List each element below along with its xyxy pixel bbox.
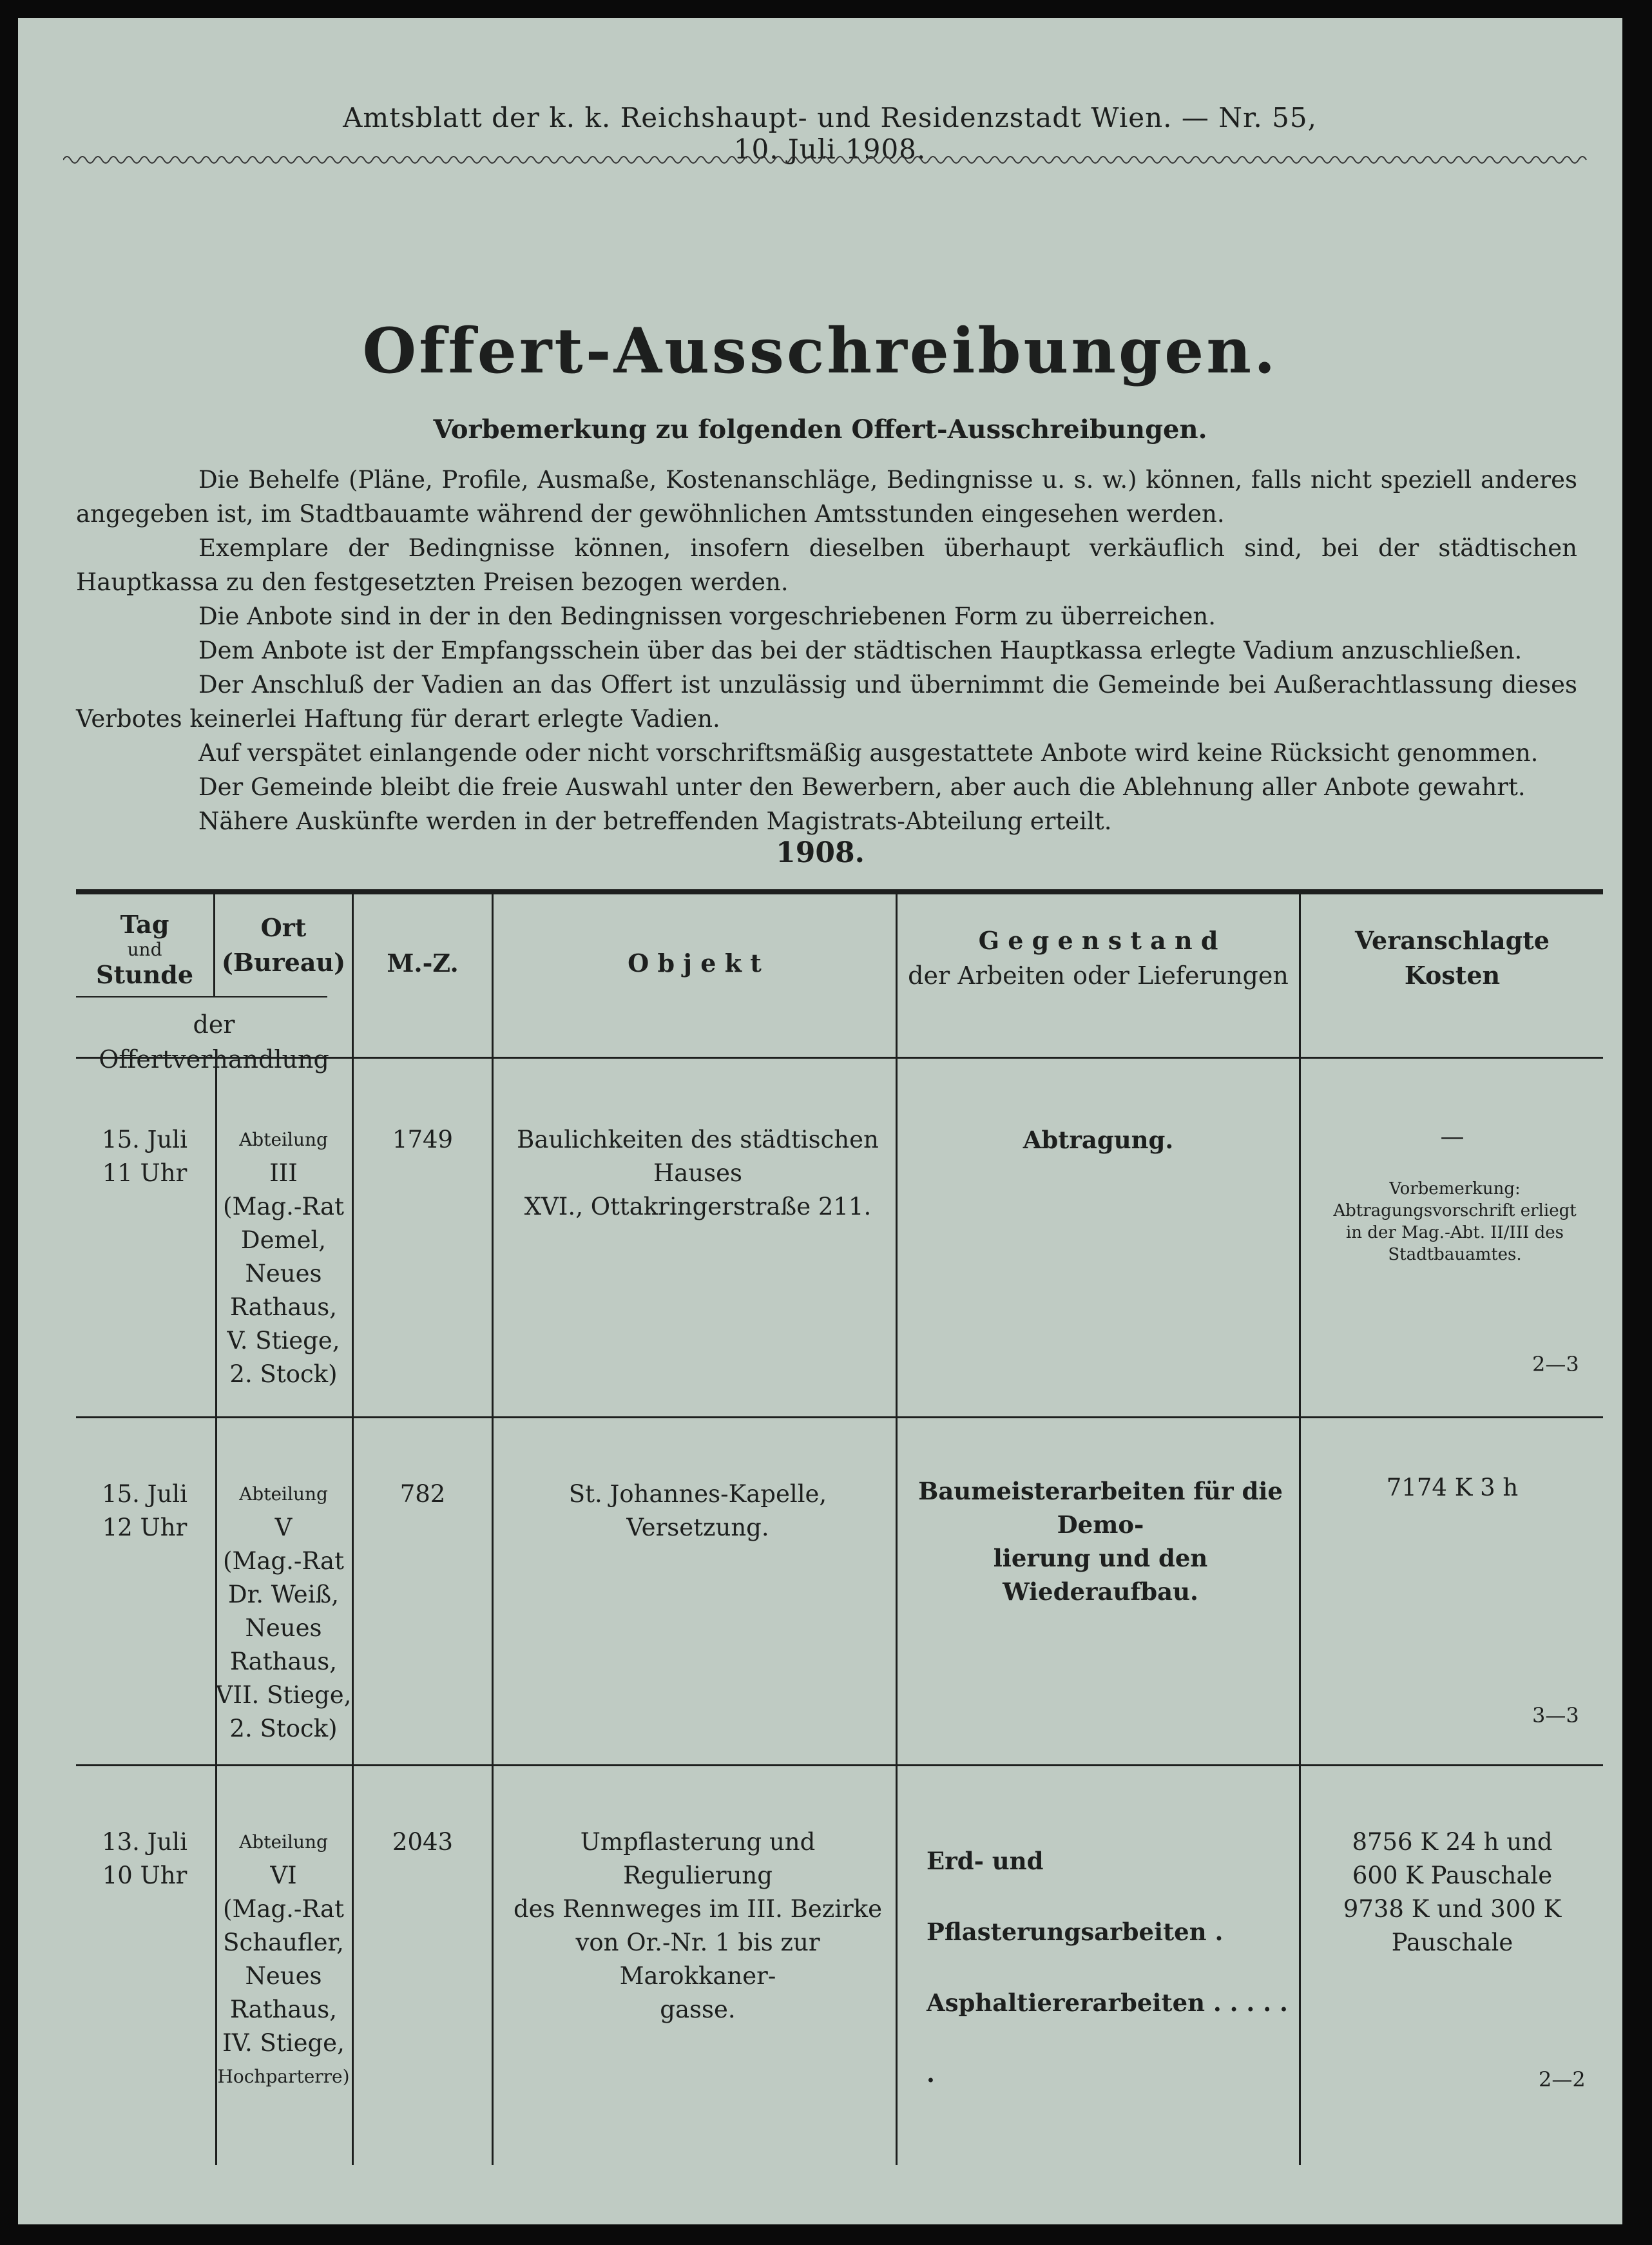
intro-paragraph: Der Anschluß der Vadien an das Offert ist unzulässig und übernimmt die Gemeinde bei Außerachtlassung dieses Verbotes keinerlei Haftung für derart erlegte Vadien. <box>76 671 1577 733</box>
row1-date-time <box>76 1123 213 1190</box>
row3-abteilung: Abteilung <box>239 1831 328 1853</box>
objekt-line: XVI., Ottakringerstraße 211. <box>524 1193 872 1220</box>
main-title: Offert-Ausschreibungen. <box>362 314 1278 387</box>
table-top-rule <box>76 889 1603 894</box>
intro-paragraph: Die Anbote sind in der in den Bedingnissen vorgeschriebenen Form zu überreichen. <box>198 602 1216 630</box>
intro-paragraph: Nähere Auskünfte werden in der betreffenden Magistrats-Abteilung erteilt. <box>198 807 1112 835</box>
kosten-line: 600 K Pauschale <box>1352 1862 1553 1889</box>
office-line: V <box>274 1514 293 1541</box>
row1-mz: 1749 <box>392 1126 454 1153</box>
header-gegenstand-sub: der Arbeiten oder Lieferungen <box>908 961 1289 990</box>
row2-gegenstand <box>907 1474 1294 1608</box>
office-line: Hochparterre) <box>217 2066 350 2087</box>
office-line: IV. Stiege, <box>222 2029 345 2057</box>
office-line: Dr. Weiß, <box>227 1581 340 1608</box>
column-divider <box>1299 894 1301 2165</box>
header-tag-label: Tag <box>120 910 169 939</box>
row2-kosten: 7174 K 3 h <box>1386 1474 1519 1501</box>
header-offertverhandlung: der Offertverhandlung <box>99 1010 329 1074</box>
row3-objekt <box>508 1826 888 2027</box>
intro-paragraph: Die Behelfe (Pläne, Profile, Ausmaße, Kostenanschläge, Bedingnisse u. s. w.) können, falls nicht speziell anderes angegeben ist, im Stadtbauamte während der gewöhnlichen Amtsstunden eingesehen werden. <box>76 466 1577 528</box>
row2-date: 15. Juli <box>102 1480 187 1508</box>
office-line: (Mag.-Rat <box>223 1895 344 1923</box>
header-tag <box>76 907 213 992</box>
row2-abteilung: Abteilung <box>239 1483 328 1505</box>
note-line: Stadtbauamtes. <box>1388 1245 1522 1264</box>
objekt-line: gasse. <box>660 1996 736 2023</box>
intro-paragraph: Auf verspätet einlangende oder nicht vorschriftsmäßig ausgestattete Anbote wird keine Rücksicht genommen. <box>198 739 1539 767</box>
objekt-line: von Or.-Nr. 1 bis zur Marokkaner- <box>575 1929 820 1990</box>
row1-kosten: — <box>1440 1122 1465 1150</box>
wavy-divider <box>63 147 1590 173</box>
header-bureau-label: (Bureau) <box>221 948 346 977</box>
header-gegenstand-label: G e g e n s t a n d <box>978 926 1218 955</box>
subtitle: Vorbemerkung zu folgenden Offert-Ausschreibungen. <box>433 414 1207 445</box>
row2-mz: 782 <box>399 1480 446 1508</box>
office-line: Schaufler, <box>223 1929 344 1956</box>
header-und-label: und <box>127 939 162 960</box>
row2-objekt: St. Johannes-Kapelle, Versetzung. <box>568 1480 827 1541</box>
row3-ref: 2—2 <box>1539 2067 1586 2092</box>
document-page <box>18 18 1622 2224</box>
office-line: 2. Stock) <box>229 1360 338 1388</box>
office-line: 2. Stock) <box>229 1715 338 1742</box>
header-stunde-label: Stunde <box>96 960 193 989</box>
header-ort-label: Ort <box>260 913 307 942</box>
office-line: Neues <box>245 1614 322 1642</box>
row3-time: 10 Uhr <box>102 1862 187 1889</box>
header-ort <box>215 911 352 980</box>
office-line: Rathaus, <box>229 1648 338 1675</box>
header-kosten <box>1301 923 1604 993</box>
row3-date-time <box>76 1826 213 1893</box>
kosten-line: 9738 K und 300 K <box>1343 1895 1562 1923</box>
row1-time: 11 Uhr <box>102 1159 187 1187</box>
note-line: Vorbemerkung: <box>1389 1179 1521 1199</box>
objekt-line: des Rennweges im III. Bezirke <box>513 1895 883 1923</box>
gegenstand-line: Baumeisterarbeiten für die Demo- <box>918 1477 1283 1539</box>
kosten-line: 8756 K 24 h und <box>1352 1828 1553 1856</box>
row1-gegenstand: Abtragung. <box>1023 1126 1174 1154</box>
page-header: Amtsblatt der k. k. Reichshaupt- und Residenzstadt Wien. — Nr. 55, 10. Juli 1908. <box>343 102 1317 165</box>
intro-paragraph: Dem Anbote ist der Empfangsschein über das bei der städtischen Hauptkassa erlegte Vadium anzuschließen. <box>198 637 1522 664</box>
column-divider <box>492 894 494 2165</box>
office-line: V. Stiege, <box>227 1327 340 1354</box>
row1-ref: 2—3 <box>1532 1352 1579 1376</box>
header-sub-rule <box>76 996 327 997</box>
row2-ref: 3—3 <box>1532 1703 1579 1728</box>
office-line: VI <box>270 1862 297 1889</box>
row2-time: 12 Uhr <box>102 1514 187 1541</box>
row1-date: 15. Juli <box>102 1126 187 1153</box>
year-heading: 1908. <box>776 836 865 869</box>
office-line: Neues <box>245 1260 322 1287</box>
row3-gegenstand <box>927 1826 1294 2109</box>
row1-note <box>1320 1178 1590 1266</box>
kosten-line: Pauschale <box>1391 1929 1513 1956</box>
office-line: Rathaus, <box>229 1996 338 2023</box>
row3-kosten <box>1301 1826 1604 1960</box>
gegenstand-line: Erd- und Pflasterungsarbeiten . <box>927 1847 1224 1946</box>
column-divider <box>352 894 354 2165</box>
header-gegenstand <box>898 923 1299 993</box>
row-divider <box>76 1416 1603 1418</box>
header-objekt: O b j e k t <box>628 949 762 978</box>
row-divider <box>76 1764 1603 1766</box>
gegenstand-line: Asphaltiererarbeiten . . . . . . <box>927 1989 1288 2088</box>
office-line: (Mag.-Rat <box>223 1547 344 1575</box>
office-line: VII. Stiege, <box>215 1681 352 1709</box>
office-line: (Mag.-Rat <box>223 1193 344 1220</box>
row3-date: 13. Juli <box>102 1828 187 1856</box>
intro-text <box>76 463 1577 838</box>
column-divider <box>896 894 898 2165</box>
row2-office <box>215 1478 352 1746</box>
row1-office <box>215 1123 352 1391</box>
office-line: Neues <box>245 1962 322 1990</box>
row2-date-time <box>76 1478 213 1545</box>
office-line: Demel, <box>240 1226 327 1254</box>
office-line: III <box>269 1159 298 1187</box>
row3-office <box>215 1826 352 2094</box>
intro-paragraph: Der Gemeinde bleibt die freie Auswahl unter den Bewerbern, aber auch die Ablehnung aller Anbote gewahrt. <box>198 773 1526 801</box>
gegenstand-line: lierung und den Wiederaufbau. <box>993 1544 1208 1606</box>
intro-paragraph: Exemplare der Bedingnisse können, insofern dieselben überhaupt verkäuflich sind, bei der städtischen Hauptkassa zu den festgesetzten Preisen bezogen werden. <box>76 534 1577 596</box>
note-line: in der Mag.-Abt. II/III des <box>1345 1223 1564 1242</box>
note-line: Abtragungsvorschrift erliegt <box>1333 1201 1577 1220</box>
row3-mz: 2043 <box>392 1828 454 1856</box>
objekt-line: Baulichkeiten des städtischen Hauses <box>517 1126 879 1187</box>
header-kosten-label2: Kosten <box>1404 961 1501 990</box>
office-line: Rathaus, <box>229 1293 338 1321</box>
header-kosten-label: Veranschlagte <box>1355 926 1550 955</box>
objekt-line: Umpflasterung und Regulierung <box>580 1828 816 1889</box>
header-mz: M.-Z. <box>387 949 459 978</box>
row1-objekt <box>508 1123 888 1224</box>
row1-abteilung: Abteilung <box>239 1129 328 1150</box>
